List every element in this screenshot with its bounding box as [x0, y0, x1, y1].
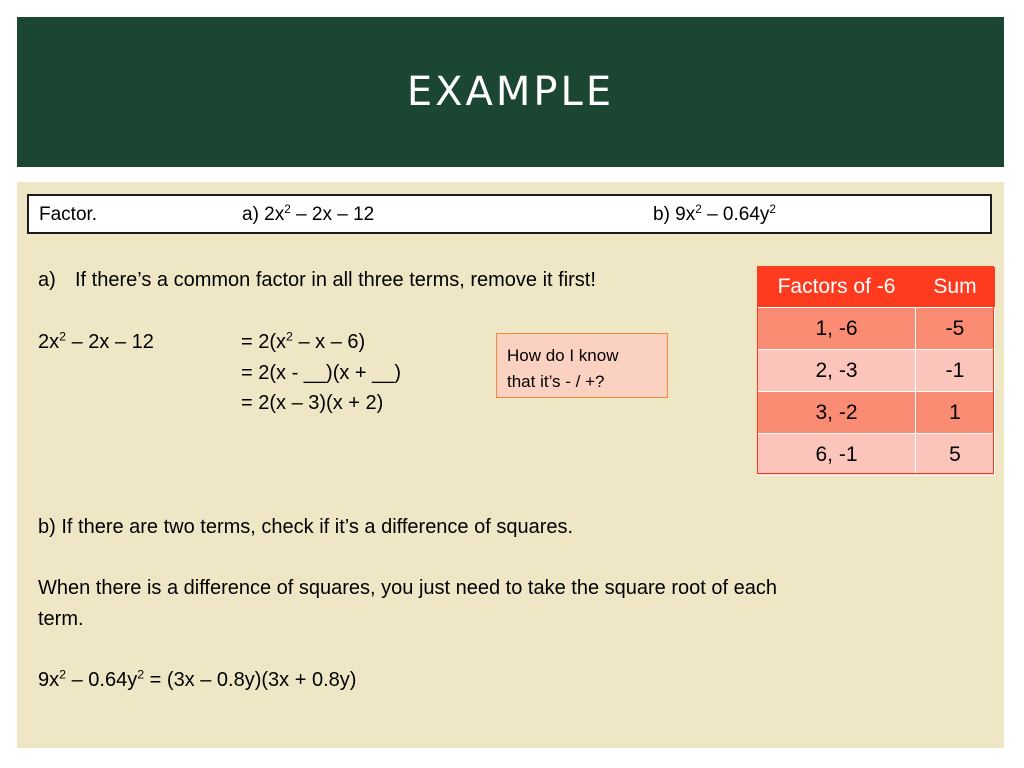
callout-line-2: that it’s - / +? [507, 372, 605, 391]
table-row [758, 434, 995, 476]
table-header-factors: Factors of -6 [758, 267, 916, 308]
part-b-note-line-1: When there is a difference of squares, you just need to take the square root of each [38, 577, 777, 599]
slide-header [17, 17, 1004, 167]
table-cell-factors: 3, -2 [758, 392, 916, 434]
callout-line-1: How do I know [507, 346, 619, 365]
table-cell-sum: 1 [916, 392, 995, 434]
slide-title: EXAMPLE [406, 69, 615, 115]
part-b-instruction: b) If there are two terms, check if it’s a difference of squares. [38, 516, 574, 538]
sign-question-callout [496, 333, 668, 398]
problem-b: b) $9x^2 - 0.64y^2$ [653, 202, 776, 225]
factor-sum-table [757, 266, 995, 476]
table-header-sum: Sum [916, 267, 995, 308]
problem-a: a) $2x^2 - 2x - 12$ [242, 202, 375, 225]
table-cell-factors: 6, -1 [758, 434, 916, 476]
table-cell-sum: -1 [916, 350, 995, 392]
table-row [758, 350, 995, 392]
table-cell-factors: 2, -3 [758, 350, 916, 392]
part-a-step-3: = 2(x – 3)(x + 2) [241, 392, 384, 414]
table-cell-sum: -5 [916, 308, 995, 350]
table-cell-sum: 5 [916, 434, 995, 476]
part-a-step-2: = 2(x - __)(x + __) [241, 362, 402, 384]
table-cell-factors: 1, -6 [758, 308, 916, 350]
part-b-note-line-2: term. [38, 608, 84, 630]
factor-label: Factor. [39, 204, 98, 225]
table-header-row [758, 267, 995, 308]
part-a-instruction: If there’s a common factor in all three terms, remove it first! [75, 269, 596, 291]
slide-content [17, 182, 1004, 748]
part-b-equation: $9x^2 - 0.64y^2 = (3x - 0.8y)(3x + 0.8y)$ [38, 667, 357, 691]
part-a-expression: $2x^2 - 2x - 12$ [38, 329, 154, 353]
part-a-step-1: = $2(x^2$ – x – 6) [241, 329, 366, 353]
table-row [758, 308, 995, 350]
part-a-marker: a) [38, 269, 56, 291]
table-row [758, 392, 995, 434]
factor-problem-box [27, 194, 992, 234]
